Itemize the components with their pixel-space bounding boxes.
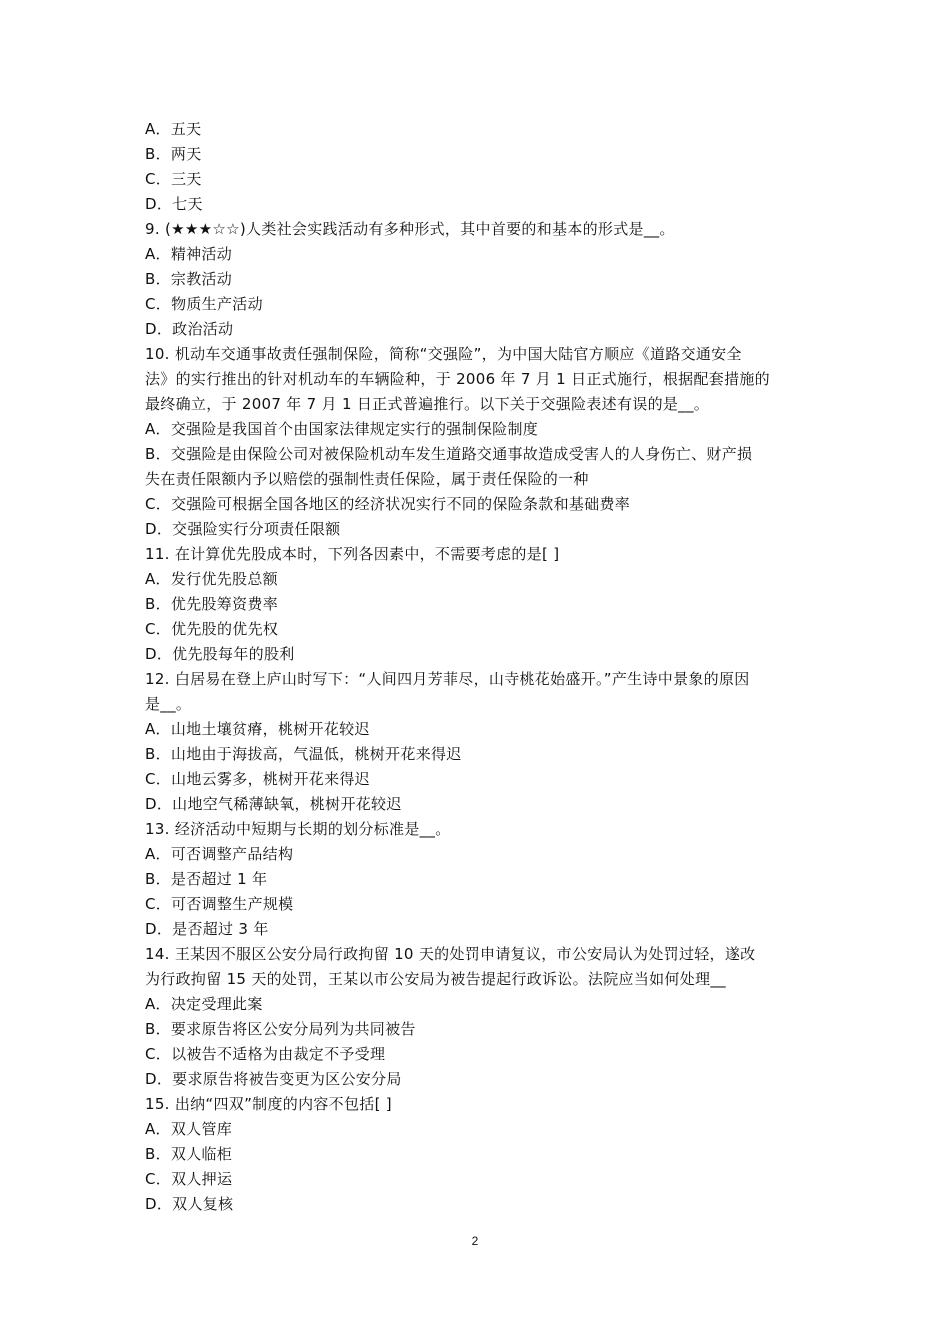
question-line: 15. 出纳“四双”制度的内容不包括[ ] <box>145 1095 392 1113</box>
answer-option: D．山地空气稀薄缺氧，桃树开花较迟 <box>145 795 402 813</box>
answer-option: B．是否超过 1 年 <box>145 870 268 888</box>
answer-option: B．山地由于海拔高，气温低，桃树开花来得迟 <box>145 745 462 763</box>
question-line: 是__。 <box>145 695 192 713</box>
answer-option: B．优先股筹资费率 <box>145 595 278 613</box>
page-body <box>145 117 810 1217</box>
answer-option: D．交强险实行分项责任限额 <box>145 520 341 538</box>
question-line: 11. 在计算优先股成本时，下列各因素中，不需要考虑的是[ ] <box>145 545 560 563</box>
answer-option: D．七天 <box>145 195 203 213</box>
answer-option: C．物质生产活动 <box>145 295 263 313</box>
question-line: 9. (★★★☆☆)人类社会实践活动有多种形式，其中首要的和基本的形式是__。 <box>145 220 675 238</box>
answer-option: C．优先股的优先权 <box>145 620 279 638</box>
answer-option: A．交强险是我国首个由国家法律规定实行的强制保险制度 <box>145 420 539 438</box>
answer-option: C．以被告不适格为由裁定不予受理 <box>145 1045 386 1063</box>
answer-option: D．政治活动 <box>145 320 234 338</box>
question-line: 法》的实行推出的针对机动车的车辆险种，于 2006 年 7 月 1 日正式施行，根据配套措施的 <box>145 370 770 388</box>
answer-option: A．决定受理此案 <box>145 995 263 1013</box>
answer-option: A．山地土壤贫瘠，桃树开花较迟 <box>145 720 370 738</box>
question-line: 14. 王某因不服区公安分局行政拘留 10 天的处罚申请复议，市公安局认为处罚过轻，遂改 <box>145 945 756 963</box>
answer-option: C．三天 <box>145 170 202 188</box>
answer-option: C．双人押运 <box>145 1170 233 1188</box>
answer-option: B．两天 <box>145 145 202 163</box>
answer-option: 失在责任限额内予以赔偿的强制性责任保险，属于责任保险的一种 <box>145 470 589 488</box>
question-line: 为行政拘留 15 天的处罚，王某以市公安局为被告提起行政诉讼。法院应当如何处理__ <box>145 970 726 988</box>
answer-option: A．双人管库 <box>145 1120 233 1138</box>
answer-option: C．可否调整生产规模 <box>145 895 294 913</box>
question-line: 最终确立，于 2007 年 7 月 1 日正式普遍推行。以下关于交强险表述有误的是__。 <box>145 395 710 413</box>
answer-option: D．是否超过 3 年 <box>145 920 269 938</box>
answer-option: D．优先股每年的股利 <box>145 645 295 663</box>
question-line: 13. 经济活动中短期与长期的划分标准是__。 <box>145 820 451 838</box>
answer-option: A．可否调整产品结构 <box>145 845 294 863</box>
question-line: 12. 白居易在登上庐山时写下：“人间四月芳菲尽，山寺桃花始盛开。”产生诗中景象的原因 <box>145 670 750 688</box>
answer-option: A．精神活动 <box>145 245 233 263</box>
answer-option: D．双人复核 <box>145 1195 234 1213</box>
answer-option: C．山地云雾多，桃树开花来得迟 <box>145 770 370 788</box>
answer-option: D．要求原告将被告变更为区公安分局 <box>145 1070 402 1088</box>
answer-option: B．双人临柜 <box>145 1145 233 1163</box>
answer-option: B．交强险是由保险公司对被保险机动车发生道路交通事故造成受害人的人身伤亡、财产损 <box>145 445 753 463</box>
question-line: 10. 机动车交通事故责任强制保险，简称“交强险”，为中国大陆官方顺应《道路交通安全 <box>145 345 742 363</box>
answer-option: A．发行优先股总额 <box>145 570 278 588</box>
answer-option: B．要求原告将区公安分局列为共同被告 <box>145 1020 416 1038</box>
page-number: 2 <box>471 1234 479 1248</box>
answer-option: A．五天 <box>145 120 202 138</box>
answer-option: B．宗教活动 <box>145 270 233 288</box>
answer-option: C．交强险可根据全国各地区的经济状况实行不同的保险条款和基础费率 <box>145 495 631 513</box>
